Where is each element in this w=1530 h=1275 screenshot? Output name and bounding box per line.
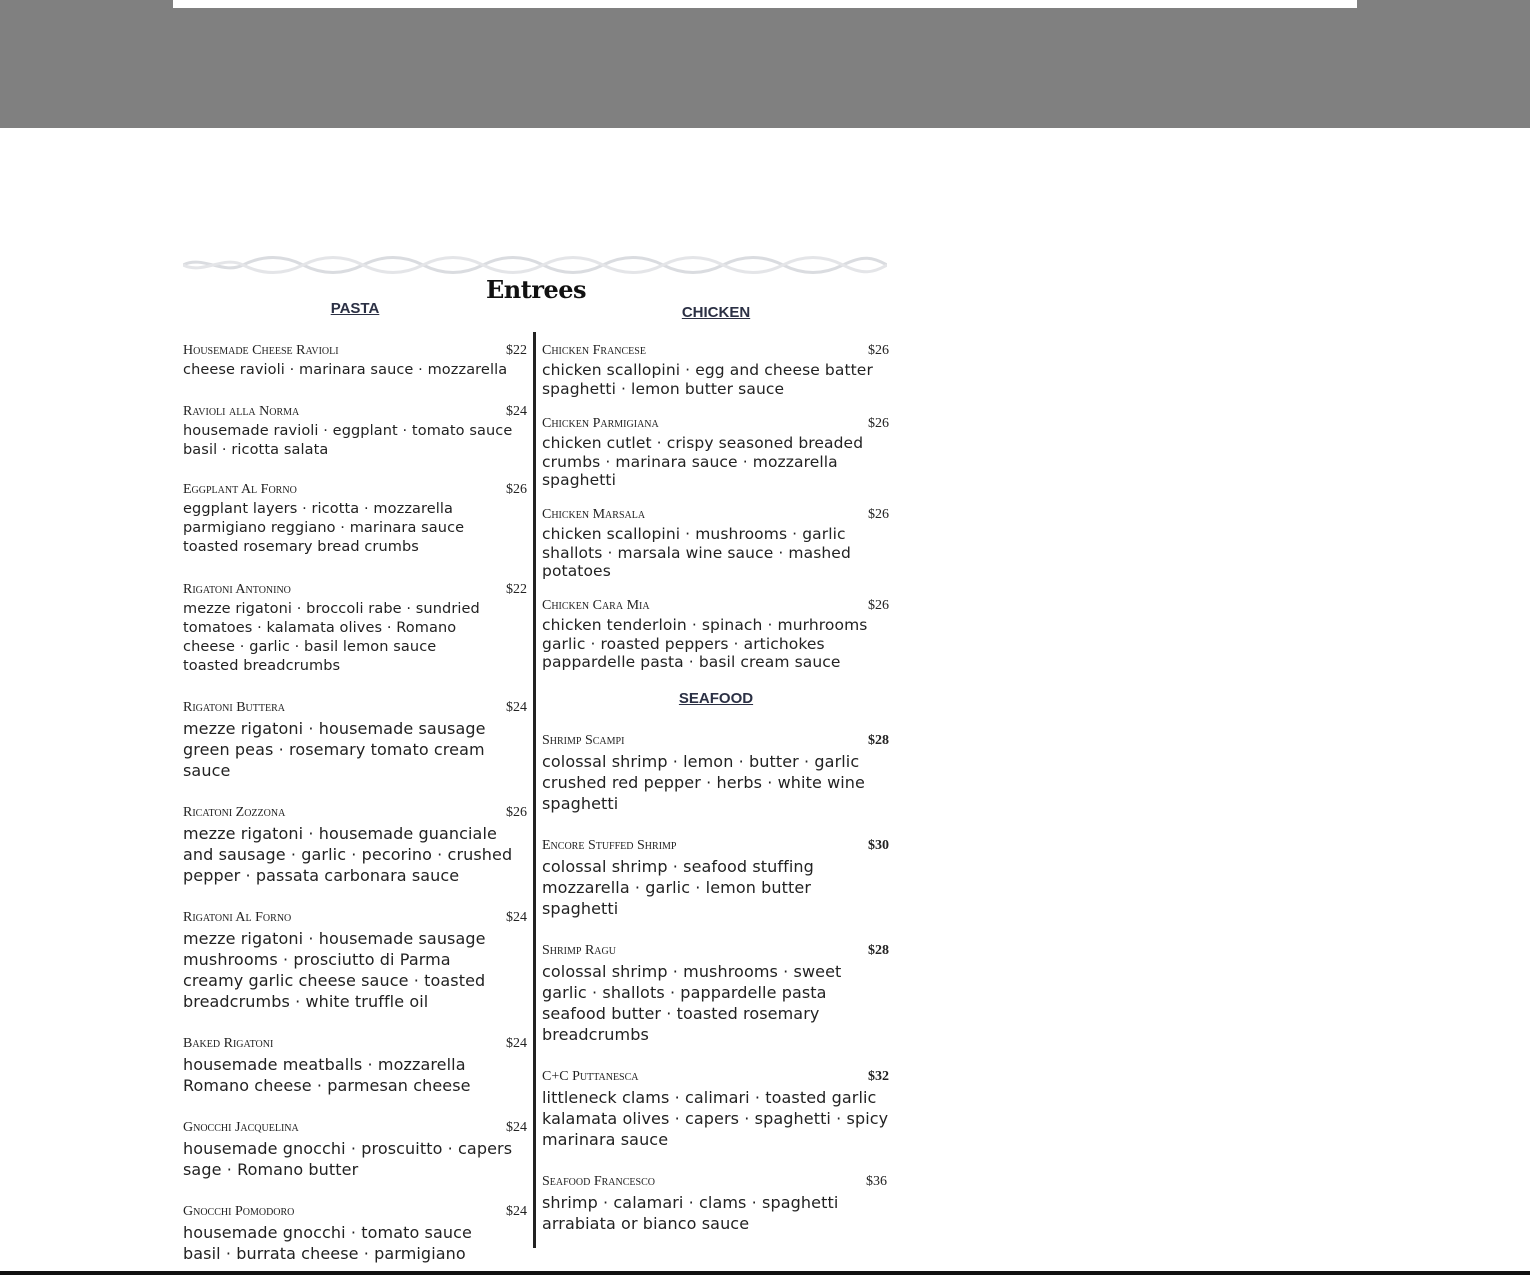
item-price: $26 <box>868 343 889 358</box>
item-desc-line: shrimp · calamari · clams · spaghetti <box>542 1193 839 1212</box>
item-desc-line: housemade gnocchi · proscuitto · capers <box>183 1139 513 1158</box>
menu-item-rigatoni-buttera <box>183 700 527 781</box>
item-name: C+C Puttanesca <box>542 1069 639 1084</box>
item-desc-line: parmigiano reggiano · marinara sauce <box>183 520 465 536</box>
section-heading-seafood: SEAFOOD <box>678 690 754 707</box>
item-desc-line: basil · burrata cheese · parmigiano <box>183 1244 466 1263</box>
item-desc-line: chicken tenderloin · spinach · murhrooms <box>542 616 868 634</box>
item-name: Chicken Francese <box>542 343 646 358</box>
item-desc-line: littleneck clams · calimari · toasted garlic <box>542 1088 877 1107</box>
item-price: $26 <box>868 598 889 613</box>
item-desc-line: spaghetti <box>542 794 619 813</box>
item-price: $32 <box>868 1069 889 1084</box>
menu-item-baked-rigatoni <box>183 1036 527 1096</box>
menu-item-gnocchi-jacquelina <box>183 1120 527 1180</box>
page-title-entrees: Entrees <box>485 275 587 304</box>
item-desc-line: seafood butter · toasted rosemary <box>542 1004 820 1023</box>
item-desc-line: sauce <box>183 761 231 780</box>
item-desc-line: colossal shrimp · seafood stuffing <box>542 857 814 876</box>
item-desc-line: creamy garlic cheese sauce · toasted <box>183 971 486 990</box>
item-price: $24 <box>506 1120 527 1135</box>
item-name: Housemade Cheese Ravioli <box>183 343 339 358</box>
decorative-wave-ornament <box>183 254 887 276</box>
item-name: Shrimp Ragu <box>542 943 616 958</box>
menu-item-rigatoni-al-forno <box>183 910 527 1012</box>
item-desc-line: breadcrumbs · white truffle oil <box>183 992 429 1011</box>
item-desc-line: shallots · marsala wine sauce · mashed <box>542 543 851 562</box>
item-desc-line: arrabiata or bianco sauce <box>542 1214 750 1233</box>
top-gray-band <box>0 0 1530 128</box>
item-desc-line: crumbs · marinara sauce · mozzarella <box>542 452 838 471</box>
item-name: Seafood Francesco <box>542 1174 655 1189</box>
menu-item-chicken-parmigiana <box>542 416 889 490</box>
item-desc-line: mushrooms · prosciutto di Parma <box>183 950 451 969</box>
item-price: $24 <box>506 1204 527 1219</box>
item-price: $22 <box>506 343 527 358</box>
item-desc-line: crushed red pepper · herbs · white wine <box>542 773 865 792</box>
item-name: Ravioli alla Norma <box>183 404 300 419</box>
item-price: $28 <box>868 943 889 958</box>
item-desc-line: basil · ricotta salata <box>183 442 329 458</box>
item-name: Chicken Marsala <box>542 507 646 522</box>
item-name: Ricatoni Zozzona <box>183 805 286 820</box>
item-price: $24 <box>506 700 527 715</box>
item-price: $22 <box>506 582 527 597</box>
item-name: Eggplant Al Forno <box>183 482 297 497</box>
menu-item-ravioli-alla-norma <box>183 404 527 460</box>
item-price: $24 <box>506 404 527 419</box>
item-desc-line: spaghetti <box>542 471 616 489</box>
item-desc-line: spaghetti · lemon butter sauce <box>542 379 785 398</box>
menu-item-chicken-cara-mia <box>542 598 889 672</box>
menu-item-seafood-francesco <box>542 1174 887 1234</box>
item-name: Gnocchi Jacquelina <box>183 1120 299 1135</box>
item-price: $26 <box>506 805 527 820</box>
item-desc-line: colossal shrimp · mushrooms · sweet <box>542 962 842 981</box>
menu-item-encore-stuffed-shrimp <box>542 838 889 919</box>
item-price: $26 <box>506 482 527 497</box>
item-name: Rigatoni Antonino <box>183 582 291 597</box>
item-desc-line: eggplant layers · ricotta · mozzarella <box>183 501 454 517</box>
item-desc-line: and sausage · garlic · pecorino · crushed <box>183 845 513 864</box>
item-price: $36 <box>866 1174 887 1189</box>
menu-item-eggplant-al-forno <box>183 482 527 557</box>
item-desc-line: mozzarella · garlic · lemon butter <box>542 878 812 897</box>
item-price: $28 <box>868 733 889 748</box>
item-desc-line: housemade gnocchi · tomato sauce <box>183 1223 472 1242</box>
section-heading-chicken: CHICKEN <box>681 304 751 321</box>
item-desc-line: chicken scallopini · mushrooms · garlic <box>542 525 846 543</box>
item-price: $26 <box>868 507 889 522</box>
item-price: $30 <box>868 838 889 853</box>
menu-item-rigatoni-antonino <box>183 582 527 676</box>
item-name: Chicken Cara Mia <box>542 598 650 613</box>
menu-item-shrimp-scampi <box>542 733 889 814</box>
item-desc-line: spaghetti <box>542 899 619 918</box>
item-desc-line: toasted breadcrumbs <box>183 658 341 674</box>
item-name: Gnocchi Pomodoro <box>183 1204 295 1219</box>
item-desc-line: chicken scallopini · egg and cheese batter <box>542 361 873 379</box>
item-desc-line: cheese · garlic · basil lemon sauce <box>183 639 437 655</box>
menu-item-chicken-marsala <box>542 507 889 581</box>
item-desc-line: pepper · passata carbonara sauce <box>183 866 460 885</box>
item-desc-line: housemade ravioli · eggplant · tomato sauce <box>183 423 513 439</box>
item-name: Rigatoni Al Forno <box>183 910 292 925</box>
bottom-border-rule <box>0 1271 1530 1275</box>
item-desc-line: mezze rigatoni · housemade sausage <box>183 719 486 738</box>
item-desc-line: pappardelle pasta · basil cream sauce <box>542 653 841 671</box>
item-desc-line: breadcrumbs <box>542 1025 649 1044</box>
top-white-strip <box>173 0 1357 8</box>
menu-item-housemade-cheese-ravioli <box>183 343 527 380</box>
menu-item-cc-puttanesca <box>542 1069 889 1150</box>
item-name: Shrimp Scampi <box>542 733 625 748</box>
item-name: Rigatoni Buttera <box>183 700 285 715</box>
item-desc-line: chicken cutlet · crispy seasoned breaded <box>542 434 864 452</box>
menu-item-shrimp-ragu <box>542 943 889 1045</box>
column-divider <box>533 332 536 1248</box>
item-desc-line: potatoes <box>542 562 611 580</box>
item-price: $26 <box>868 416 889 431</box>
item-desc-line: mezze rigatoni · housemade guanciale <box>183 824 497 843</box>
item-desc-line: sage · Romano butter <box>183 1160 359 1179</box>
item-desc-line: cheese ravioli · marinara sauce · mozzarella <box>183 362 508 378</box>
menu-item-chicken-francese <box>542 343 889 398</box>
item-name: Chicken Parmigiana <box>542 416 659 431</box>
item-desc-line: green peas · rosemary tomato cream <box>183 740 485 759</box>
item-price: $24 <box>506 910 527 925</box>
item-desc-line: toasted rosemary bread crumbs <box>183 539 419 555</box>
item-desc-line: garlic · shallots · pappardelle pasta <box>542 983 827 1002</box>
item-desc-line: housemade meatballs · mozzarella <box>183 1055 466 1074</box>
item-desc-line: garlic · roasted peppers · artichokes <box>542 634 825 653</box>
item-desc-line: marinara sauce <box>542 1130 669 1149</box>
item-desc-line: mezze rigatoni · housemade sausage <box>183 929 486 948</box>
item-name: Baked Rigatoni <box>183 1036 274 1051</box>
menu-item-gnocchi-pomodoro <box>183 1204 527 1264</box>
item-price: $24 <box>506 1036 527 1051</box>
item-desc-line: mezze rigatoni · broccoli rabe · sundried <box>183 601 480 617</box>
item-desc-line: Romano cheese · parmesan cheese <box>183 1076 471 1095</box>
menu-item-ricatoni-zozzona <box>183 805 527 886</box>
item-desc-line: kalamata olives · capers · spaghetti · spicy <box>542 1109 889 1128</box>
item-name: Encore Stuffed Shrimp <box>542 838 677 853</box>
section-heading-pasta: PASTA <box>330 300 380 317</box>
item-desc-line: colossal shrimp · lemon · butter · garlic <box>542 752 860 771</box>
item-desc-line: tomatoes · kalamata olives · Romano <box>183 620 457 636</box>
